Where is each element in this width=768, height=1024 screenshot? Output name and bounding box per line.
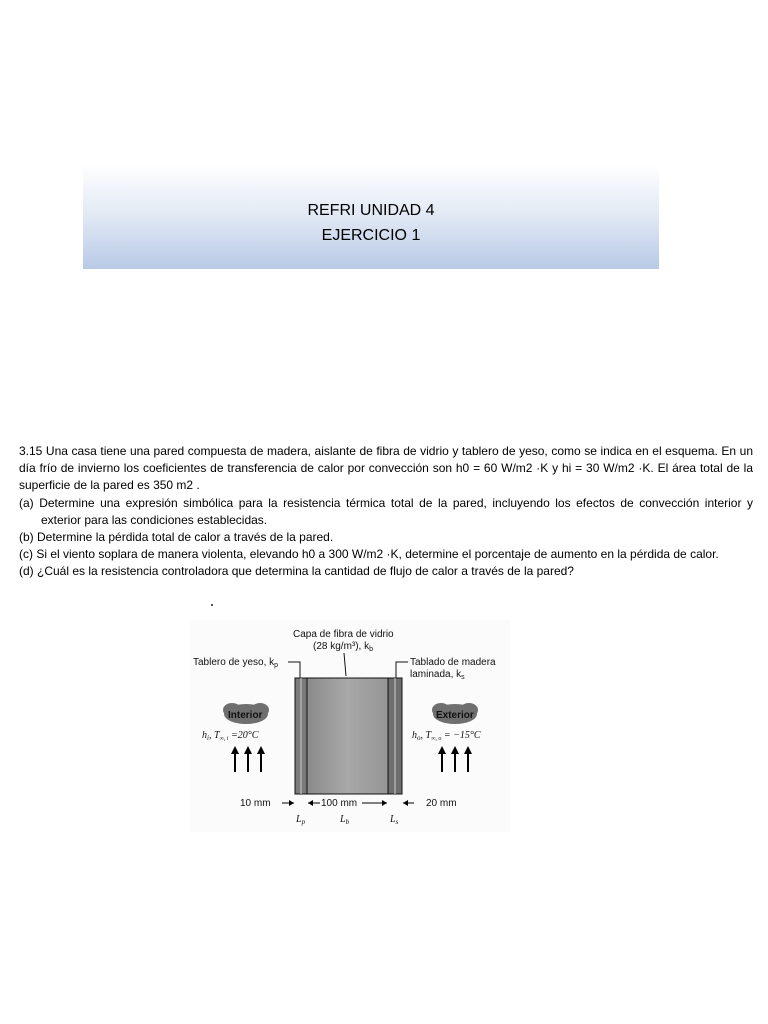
label-Lb: $L_b$ xyxy=(340,814,350,826)
exterior-conditions: $h_o$, $T_{\infty, o} = -15^\circ C$ xyxy=(412,730,481,742)
fiber-label-line2: (28 kg/m³), $k_b$ xyxy=(313,641,374,653)
problem-part-a: (a) Determine una expresión simbólica para la resistencia térmica total de la pared, incluyendo los efectos de convección interior y exterior para las condiciones establecidas. xyxy=(19,495,753,527)
interior-label: Interior xyxy=(228,710,263,721)
problem-part-d: (d) ¿Cuál es la resistencia controladora que determina la cantidad de flujo de calor a través de la pared? xyxy=(19,564,574,579)
gypsum-leader xyxy=(288,662,300,680)
dim-wood: 20 mm xyxy=(426,798,457,809)
interior-conditions: $h_i$, $T_{\infty, i} =20^\circ C$ xyxy=(202,730,259,742)
exterior-label: Exterior xyxy=(436,710,474,721)
exterior-heat-arrows xyxy=(438,746,472,772)
dim-fiberglass: 100 mm xyxy=(321,798,358,809)
stray-mark xyxy=(211,604,213,606)
wood-label-line2: laminada, $k_s$ xyxy=(410,669,465,681)
exterior-cloud xyxy=(432,703,478,724)
wood-leader xyxy=(396,662,408,680)
dim-gypsum: 10 mm xyxy=(240,798,271,809)
interior-cloud xyxy=(223,703,269,724)
fiber-leader xyxy=(344,653,346,676)
title-exercise: EJERCICIO 1 xyxy=(321,227,421,244)
problem-part-b: (b) Determine la pérdida total de calor a través de la pared. xyxy=(19,530,334,545)
wall-diagram xyxy=(190,620,510,832)
fiber-label-line1: Capa de fibra de vidrio xyxy=(293,629,394,640)
title-unit: REFRI UNIDAD 4 xyxy=(307,202,435,219)
gypsum-label: Tablero de yeso, $k_p$ xyxy=(193,657,279,669)
label-Lp: $L_p$ xyxy=(296,814,306,826)
wood-label-line1: Tablado de madera xyxy=(410,657,496,668)
problem-part-c: (c) Si el viento soplara de manera violenta, elevando h0 a 300 W/m2 ·K, determine el porcentaje de aumento en la pérdida de calor. xyxy=(19,547,719,562)
fiberglass-layer xyxy=(307,678,388,794)
problem-statement xyxy=(19,443,753,581)
interior-heat-arrows xyxy=(231,746,265,772)
title-banner xyxy=(83,164,659,269)
problem-intro: 3.15 Una casa tiene una pared compuesta de madera, aislante de fibra de vidrio y tablero de yeso, como se indica en el esquema. En un día frío de invierno los coeficientes de transferencia de calor por convección son h0 = 60 W/m2 ·K y hi = 30 W/m2 ·K. El área total de la superficie de la pared es 350 m2 . xyxy=(19,444,753,493)
label-Ls: $L_s$ xyxy=(390,814,399,826)
